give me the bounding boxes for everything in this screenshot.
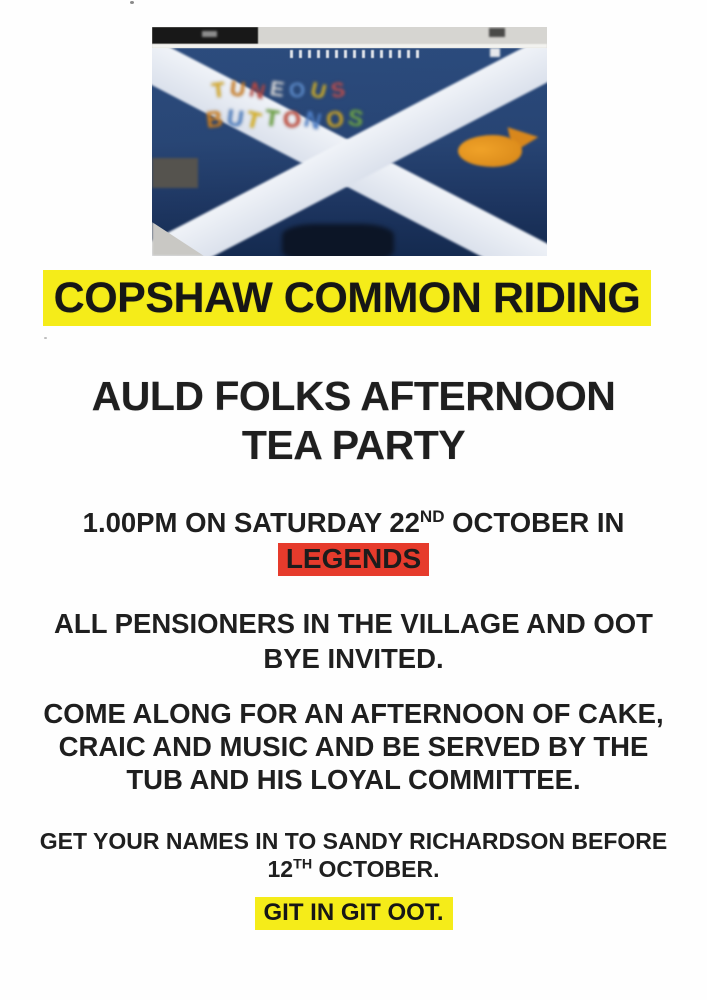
foam-letter: T [263,104,283,132]
venue-line [0,540,707,576]
date-ordinal: ND [419,506,445,526]
foam-letter: T [210,78,229,103]
datetime-text: 1.00PM ON SATURDAY 22 [82,507,420,538]
event-datetime-line [0,506,707,540]
datetime-text-after: OCTOBER IN [444,507,625,538]
scan-artifact-dot [130,1,134,4]
foam-letter: N [247,78,270,105]
foam-letter: T [243,105,265,135]
event-datetime [0,506,707,576]
foam-letter: O [287,77,309,104]
flag-hanging-clips [290,50,425,58]
black-bar-label-mark [202,31,217,37]
details-line1: COME ALONG FOR AN AFTERNOON OF CAKE, [43,698,664,729]
foam-letter: S [346,103,366,133]
rsvp-line2 [0,855,707,883]
dark-corner-mark [489,28,505,37]
event-heading [0,372,707,470]
scan-artifact-speck [44,337,47,339]
page-title: COPSHAW COMMON RIDING [53,274,641,322]
flag-hanging-clip [490,48,500,57]
flag-top-edge-line [152,44,547,48]
rsvp-ordinal: TH [293,856,313,873]
rsvp-text [0,827,707,883]
event-details-text [0,697,707,796]
footer-slogan-wrap [0,897,707,930]
dark-object-left [152,158,198,188]
invitation-text [0,607,707,676]
details-line3: TUB AND HIS LOYAL COMMITTEE. [126,764,581,795]
rsvp-line1: GET YOUR NAMES IN TO SANDY RICHARDSON BEFORE [39,828,668,854]
footer-slogan-highlight: GIT IN GIT OOT. [255,897,453,930]
invitation-line2: BYE INVITED. [263,642,444,674]
foam-letter: S [329,78,349,103]
details-line2: CRAIC AND MUSIC AND BE SERVED BY THE [58,731,649,762]
title-highlight-band [43,270,651,326]
flag-background [152,48,547,256]
dark-object-bottom [282,224,394,256]
foam-letter: U [307,78,330,105]
foam-letter: O [281,104,304,134]
foam-letter: E [268,77,288,103]
foam-letters-row2 [204,103,367,135]
rsvp-after: OCTOBER. [312,856,440,882]
saltire-flag-photo [152,27,547,256]
foam-letter: N [302,105,326,135]
foam-letter: U [228,76,249,103]
event-heading-line2: TEA PARTY [241,422,466,468]
foam-letter: B [204,105,226,133]
event-heading-line1: AULD FOLKS AFTERNOON [91,373,616,419]
venue-highlight: LEGENDS [278,543,429,576]
invitation-line1: ALL PENSIONERS IN THE VILLAGE AND OOT [54,608,653,639]
foam-letter: U [224,103,247,133]
foam-letter: O [324,104,347,134]
goldfish-icon [458,135,522,167]
rsvp-day: 12 [267,856,294,882]
black-bar-top [152,27,258,44]
foam-letters-row1 [210,76,350,105]
